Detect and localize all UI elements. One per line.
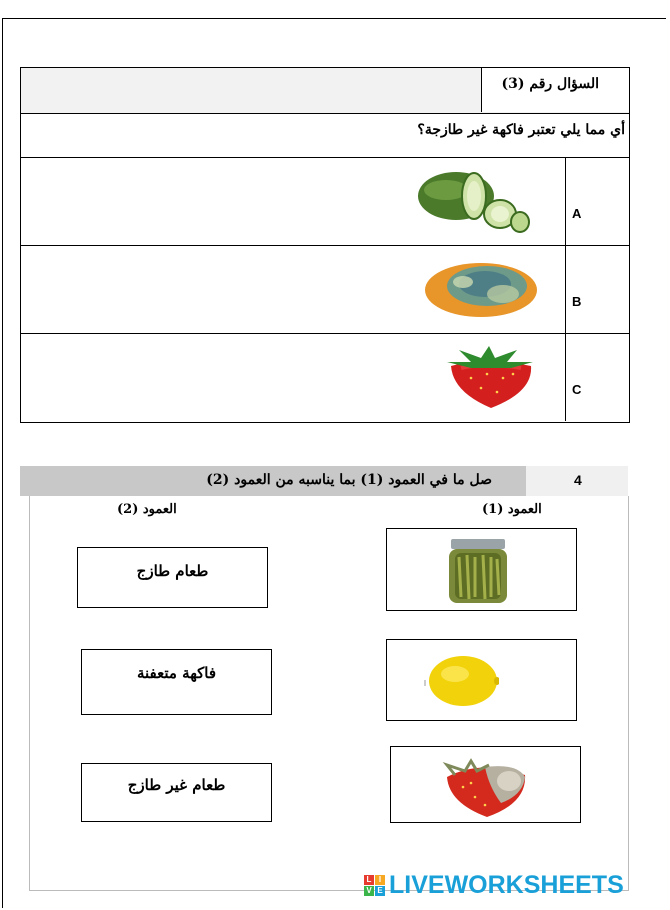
question-4-header xyxy=(20,466,628,496)
column-1-title: العمود (1) xyxy=(482,502,542,517)
question-3-number-cell xyxy=(481,68,629,112)
option-a-letter: A xyxy=(572,206,582,221)
match-label-not-fresh-food[interactable] xyxy=(81,763,272,822)
question-4-number-cell xyxy=(526,466,628,496)
pickle-jar-icon xyxy=(445,537,511,605)
moldy-orange-icon xyxy=(423,260,543,320)
option-c-row[interactable] xyxy=(21,333,629,421)
column-2-title: العمود (2) xyxy=(117,502,177,517)
match-label-not-fresh-food-text: طعام غير طازج xyxy=(127,776,226,794)
cucumber-icon xyxy=(416,166,531,236)
question-3-text: أي مما يلي تعتبر فاكهة غير طازجة؟ xyxy=(417,122,625,138)
question-3-number: السؤال رقم (3) xyxy=(501,76,599,92)
match-image-rotten-strawberry[interactable] xyxy=(390,746,581,823)
option-b-row[interactable] xyxy=(21,245,629,333)
logo-grid-icon xyxy=(364,875,385,896)
match-image-pickle-jar[interactable] xyxy=(386,528,577,611)
question-3-text-row xyxy=(21,113,629,157)
lemon-icon xyxy=(423,654,499,708)
match-image-lemon[interactable] xyxy=(386,639,577,721)
logo-wordmark: LIVEWORKSHEETS xyxy=(389,870,624,899)
match-label-rotten-fruit-text: فاكهة متعفنة xyxy=(136,664,216,682)
strawberry-icon xyxy=(441,344,541,410)
option-b-letter-cell xyxy=(565,246,629,333)
match-label-fresh-food[interactable] xyxy=(77,547,268,608)
option-c-letter: C xyxy=(572,382,582,397)
question-4-instruction: صل ما في العمود (1) بما يناسبه من العمود (2) xyxy=(206,472,492,488)
logo-letter-l: L xyxy=(364,875,374,885)
rotten-strawberry-icon xyxy=(441,753,533,819)
option-c-letter-cell xyxy=(565,334,629,421)
liveworksheets-logo xyxy=(364,871,624,899)
logo-letter-i: I xyxy=(375,875,385,885)
question-4-number: 4 xyxy=(574,472,582,488)
match-label-fresh-food-text: طعام طازج xyxy=(136,562,209,580)
match-label-rotten-fruit[interactable] xyxy=(81,649,272,715)
question-3-table xyxy=(20,67,630,423)
option-b-letter: B xyxy=(572,294,582,309)
logo-letter-e: E xyxy=(375,886,385,896)
question-3-header xyxy=(21,68,629,113)
logo-letter-v: V xyxy=(364,886,374,896)
option-a-letter-cell xyxy=(565,158,629,245)
option-a-row[interactable] xyxy=(21,157,629,245)
